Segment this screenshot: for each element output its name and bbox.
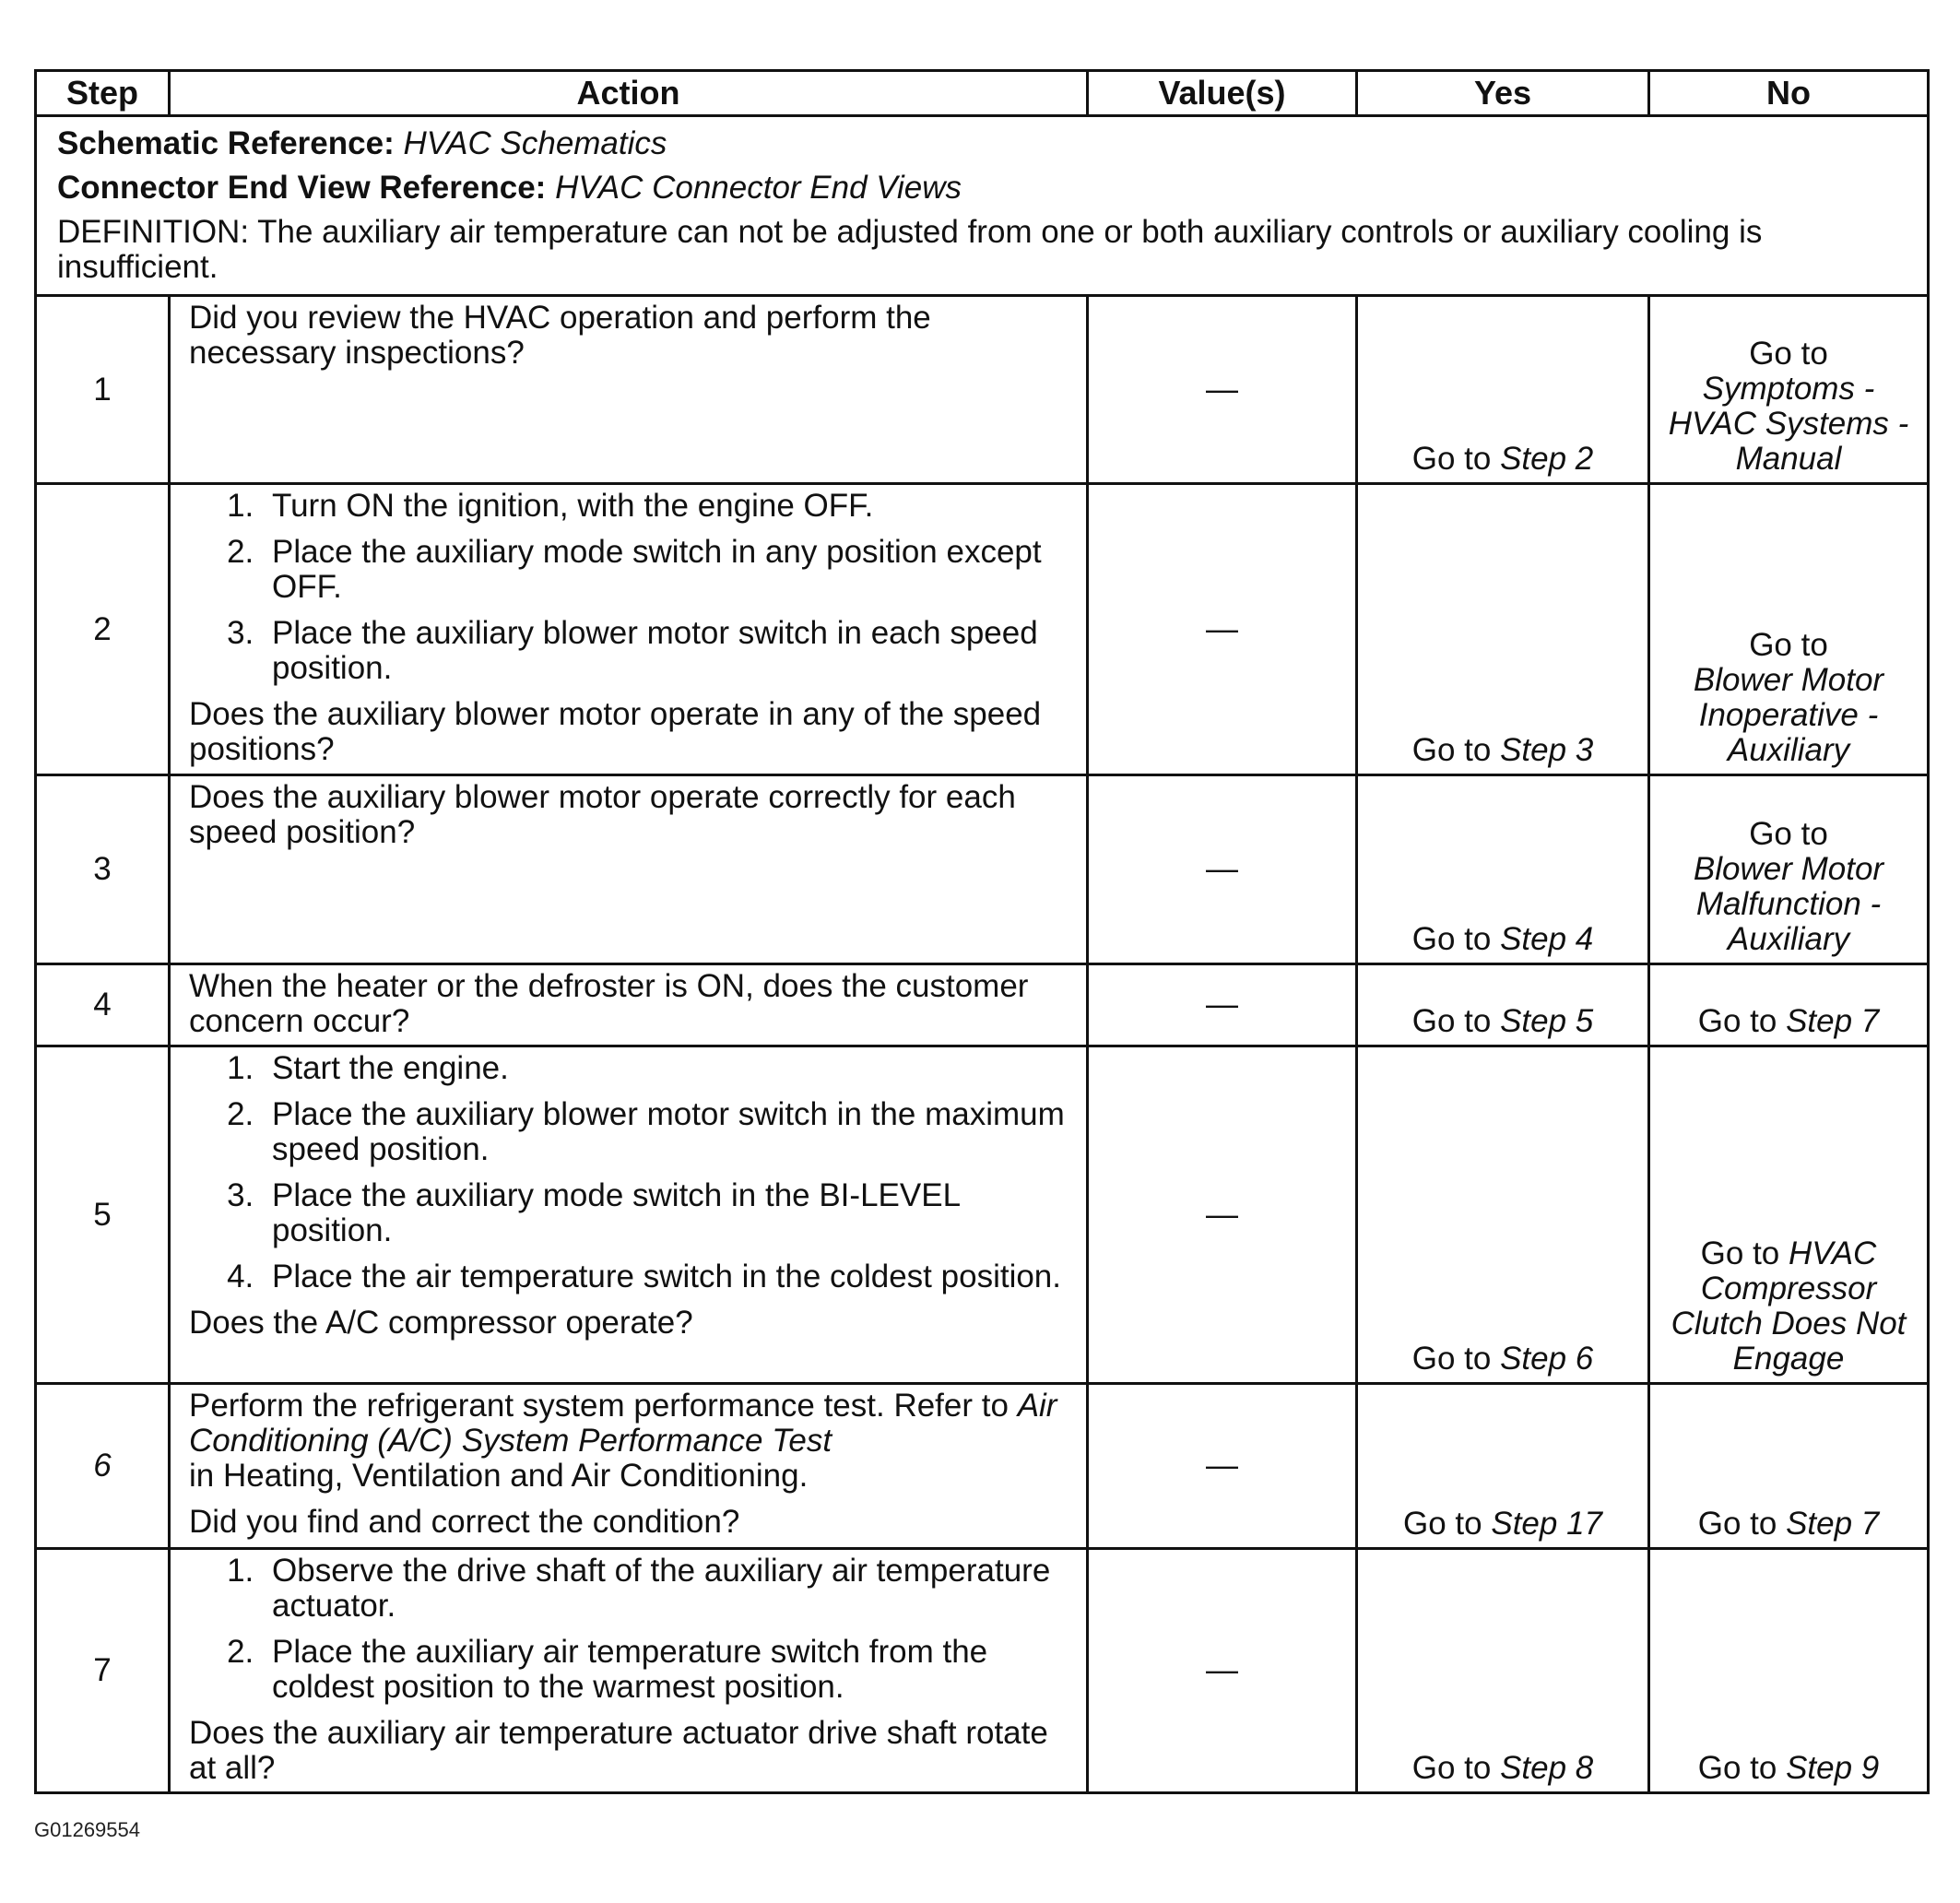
action-lead-tail: in Heating, Ventilation and Air Conditioning.: [189, 1458, 809, 1494]
yes-cell: [1357, 1549, 1649, 1793]
yes-prefix: Go to: [1411, 1003, 1492, 1039]
action-step-item: 1. Start the engine.: [263, 1051, 1068, 1086]
action-cell: [170, 1046, 1088, 1384]
action-cell: [170, 296, 1088, 484]
no-cell: [1649, 1549, 1929, 1793]
yes-cell: [1357, 1384, 1649, 1549]
yes-prefix: Go to: [1411, 732, 1492, 768]
no-prefix: Go to: [1749, 336, 1828, 372]
diagnostic-table: [34, 69, 1930, 1794]
action-question: Does the A/C compressor operate?: [189, 1305, 693, 1341]
no-link[interactable]: Blower Motor Malfunction - Auxiliary: [1693, 851, 1884, 957]
action-steps-list: [189, 1554, 1068, 1705]
yes-cell: [1357, 484, 1649, 775]
header-values: Value(s): [1088, 71, 1357, 116]
no-cell: [1649, 1046, 1929, 1384]
step-number: 2: [36, 484, 170, 775]
step-number: 4: [36, 964, 170, 1046]
action-cell: [170, 1384, 1088, 1549]
schematic-reference: [57, 126, 1907, 161]
yes-prefix: Go to: [1411, 1750, 1492, 1786]
diagnostic-table-sheet: [34, 69, 1927, 1794]
table-row: [36, 1046, 1929, 1384]
action-step-item: 2. Place the auxiliary air temperature switch from the coldest position to the warmest position.: [263, 1635, 1068, 1705]
yes-cell: [1357, 964, 1649, 1046]
step-number: 7: [36, 1549, 170, 1793]
table-row: [36, 775, 1929, 964]
yes-link[interactable]: Step 4: [1500, 921, 1594, 957]
yes-cell: [1357, 296, 1649, 484]
yes-prefix: Go to: [1411, 921, 1492, 957]
header-step: Step: [36, 71, 170, 116]
action-steps-list: [189, 1051, 1068, 1294]
value-cell: —: [1088, 296, 1357, 484]
reference-row: [36, 116, 1929, 296]
action-lead-reference-link[interactable]: Air Conditioning (A/C) System Performance Test: [189, 1388, 1057, 1459]
table-row: [36, 964, 1929, 1046]
no-cell: [1649, 1384, 1929, 1549]
action-step-item: 3. Place the auxiliary blower motor switch in each speed position.: [263, 616, 1068, 686]
no-link[interactable]: Symptoms - HVAC Systems - Manual: [1668, 371, 1909, 477]
connector-reference-link[interactable]: HVAC Connector End Views: [555, 170, 962, 206]
table-row: [36, 1384, 1929, 1549]
action-step-item: 2. Place the auxiliary mode switch in any position except OFF.: [263, 535, 1068, 605]
action-step-item: 2. Place the auxiliary blower motor switch in the maximum speed position.: [263, 1097, 1068, 1167]
reference-cell: [36, 116, 1929, 296]
header-action: Action: [170, 71, 1088, 116]
no-cell: [1649, 775, 1929, 964]
value-cell: —: [1088, 484, 1357, 775]
action-question: Did you review the HVAC operation and perform the necessary inspections?: [189, 300, 931, 371]
schematic-reference-label: Schematic Reference:: [57, 125, 395, 161]
value-cell: —: [1088, 775, 1357, 964]
action-step-item: 1. Turn ON the ignition, with the engine OFF.: [263, 489, 1068, 524]
schematic-reference-link[interactable]: HVAC Schematics: [403, 125, 667, 161]
yes-link[interactable]: Step 2: [1500, 441, 1594, 477]
header-row: [36, 71, 1929, 116]
yes-link[interactable]: Step 8: [1500, 1750, 1594, 1786]
figure-id: G01269554: [34, 1818, 140, 1841]
yes-cell: [1357, 775, 1649, 964]
no-prefix: Go to: [1697, 1003, 1777, 1039]
action-cell: [170, 775, 1088, 964]
no-link[interactable]: HVAC Compressor Clutch Does Not Engage: [1671, 1235, 1907, 1377]
no-prefix: Go to: [1749, 816, 1828, 852]
header-yes: Yes: [1357, 71, 1649, 116]
no-cell: [1649, 484, 1929, 775]
no-prefix: Go to: [1697, 1506, 1777, 1542]
no-link[interactable]: Blower Motor Inoperative - Auxiliary: [1693, 662, 1884, 768]
action-steps-list: [189, 489, 1068, 686]
step-number: 3: [36, 775, 170, 964]
no-cell: [1649, 296, 1929, 484]
header-no: No: [1649, 71, 1929, 116]
value-cell: —: [1088, 1384, 1357, 1549]
yes-prefix: Go to: [1411, 1341, 1492, 1377]
table-row: [36, 484, 1929, 775]
yes-link[interactable]: Step 5: [1500, 1003, 1594, 1039]
step-number: 6: [36, 1384, 170, 1549]
step-number: 1: [36, 296, 170, 484]
yes-link[interactable]: Step 3: [1500, 732, 1594, 768]
value-cell: —: [1088, 964, 1357, 1046]
no-prefix: Go to: [1697, 1750, 1777, 1786]
no-prefix: Go to: [1700, 1235, 1780, 1271]
connector-reference: [57, 171, 1907, 206]
yes-link[interactable]: Step 17: [1491, 1506, 1602, 1542]
yes-prefix: Go to: [1403, 1506, 1482, 1542]
action-cell: [170, 1549, 1088, 1793]
action-step-item: 3. Place the auxiliary mode switch in the BI-LEVEL position.: [263, 1178, 1068, 1248]
no-cell: [1649, 964, 1929, 1046]
yes-prefix: Go to: [1411, 441, 1492, 477]
table-row: [36, 1549, 1929, 1793]
no-link[interactable]: Step 7: [1786, 1506, 1880, 1542]
connector-reference-label: Connector End View Reference:: [57, 170, 547, 206]
action-question: Does the auxiliary blower motor operate in any of the speed positions?: [189, 696, 1042, 767]
action-question: Does the auxiliary air temperature actuator drive shaft rotate at all?: [189, 1715, 1048, 1786]
action-lead-text: Perform the refrigerant system performance test. Refer to: [189, 1388, 1009, 1424]
value-cell: —: [1088, 1549, 1357, 1793]
action-step-item: 4. Place the air temperature switch in the coldest position.: [263, 1259, 1068, 1294]
table-row: [36, 296, 1929, 484]
value-cell: —: [1088, 1046, 1357, 1384]
action-step-item: 1. Observe the drive shaft of the auxiliary air temperature actuator.: [263, 1554, 1068, 1624]
definition-text: DEFINITION: The auxiliary air temperature can not be adjusted from one or both auxiliary controls or auxiliary cooling is insufficient.: [57, 214, 1763, 285]
action-cell: [170, 964, 1088, 1046]
action-question: Does the auxiliary blower motor operate correctly for each speed position?: [189, 779, 1016, 850]
action-lead: [189, 1389, 1068, 1494]
step-number: 5: [36, 1046, 170, 1384]
no-prefix: Go to: [1749, 627, 1828, 663]
action-cell: [170, 484, 1088, 775]
action-question: Did you find and correct the condition?: [189, 1504, 740, 1540]
no-link[interactable]: Step 9: [1786, 1750, 1880, 1786]
yes-cell: [1357, 1046, 1649, 1384]
no-link[interactable]: Step 7: [1786, 1003, 1880, 1039]
yes-link[interactable]: Step 6: [1500, 1341, 1594, 1377]
action-question: When the heater or the defroster is ON, does the customer concern occur?: [189, 968, 1029, 1039]
